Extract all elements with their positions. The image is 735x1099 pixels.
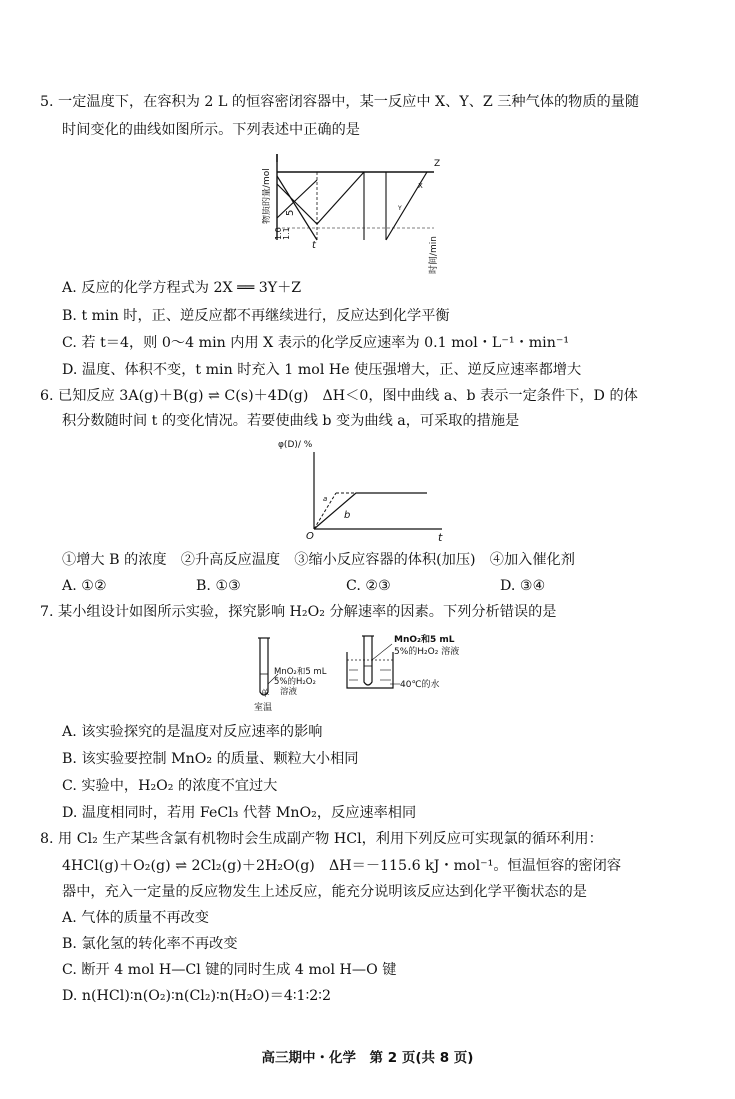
q5-stem-line2: 时间变化的曲线如图所示。下列表述中正确的是 bbox=[62, 122, 360, 138]
q5-stem-line1: 5. 一定温度下，在容积为 2 L 的恒容密闭容器中，某一反应中 X、Y、Z 三种气体的物质的量随 bbox=[40, 94, 640, 110]
q6-curve-b-label: b bbox=[344, 510, 351, 521]
q7-left-caption: 室温 bbox=[254, 703, 273, 713]
q5-option-c: C. 若 t＝4，则 0～4 min 内用 X 表示的化学反应速率为 0.1 mol・L⁻¹・min⁻¹ bbox=[62, 335, 570, 351]
q7-right-text-1: MnO₂和5 mL bbox=[394, 635, 455, 645]
q5-figure bbox=[262, 148, 462, 276]
q7-figure bbox=[250, 630, 490, 716]
q5-t-label: t bbox=[312, 240, 316, 251]
q7-left-text-1: MnO₂和5 mL bbox=[274, 667, 327, 677]
q5-xlabel: 时间/min bbox=[429, 235, 439, 274]
q7-option-c: C. 实验中，H₂O₂ 的浓度不宜过大 bbox=[62, 778, 278, 794]
q8-option-d: D. n(HCl)∶n(O₂)∶n(Cl₂)∶n(H₂O)＝4∶1∶2∶2 bbox=[62, 988, 332, 1004]
q6-option-a: A. ①② bbox=[62, 578, 107, 594]
q6-measures: ①增大 B 的浓度 ②升高反应温度 ③缩小反应容器的体积(加压) ④加入催化剂 bbox=[62, 552, 575, 568]
q6-figure bbox=[276, 437, 451, 543]
q6-origin-label: O bbox=[306, 531, 314, 542]
q8-option-c: C. 断开 4 mol H—Cl 键的同时生成 4 mol H—O 键 bbox=[62, 962, 397, 978]
q6-stem-line1: 6. 已知反应 3A(g)＋B(g) ⇌ C(s)＋4D(g) ΔH＜0，图中曲线 a、b 表示一定条件下，D 的体 bbox=[40, 388, 638, 404]
q8-option-a: A. 气体的质量不再改变 bbox=[62, 910, 209, 926]
q7-left-text-3: 溶液 bbox=[280, 687, 298, 697]
q8-stem-line2: 4HCl(g)＋O₂(g) ⇌ 2Cl₂(g)＋2H₂O(g) ΔH＝－115.6 kJ・mol⁻¹。恒温恒容的密闭容 bbox=[62, 858, 622, 874]
q6-curve-a-label: a bbox=[323, 495, 328, 503]
q6-option-c: C. ②③ bbox=[346, 578, 391, 594]
q6-xlabel: t bbox=[438, 531, 443, 543]
q6-option-b: B. ①③ bbox=[196, 578, 241, 594]
q5-left-label-1: 5 bbox=[285, 209, 296, 216]
q7-option-b: B. 该实验要控制 MnO₂ 的质量、颗粒大小相同 bbox=[62, 751, 359, 767]
q5-option-d: D. 温度、体积不变，t min 时充入 1 mol He 使压强增大，正、逆反应速率都增大 bbox=[62, 362, 582, 378]
q7-right-water: 40℃的水 bbox=[400, 680, 440, 690]
q7-option-a: A. 该实验探究的是温度对反应速率的影响 bbox=[62, 724, 323, 740]
q7-stem: 7. 某小组设计如图所示实验，探究影响 H₂O₂ 分解速率的因素。下列分析错误的是 bbox=[40, 604, 557, 620]
q5-ylabel: 物质的量/mol bbox=[262, 168, 272, 224]
q6-option-d: D. ③④ bbox=[500, 578, 546, 594]
q5-left-label-2: 1.0 bbox=[274, 227, 283, 240]
q8-option-b: B. 氯化氢的转化率不再改变 bbox=[62, 936, 238, 952]
q7-right-text-2: 5%的H₂O₂ 溶液 bbox=[394, 647, 460, 657]
q7-left-mark: 单 bbox=[261, 689, 270, 699]
q5-curve-label-z: Z bbox=[434, 159, 441, 169]
q8-stem-line3: 器中，充入一定量的反应物发生上述反应，能充分说明该反应达到化学平衡状态的是 bbox=[62, 884, 587, 900]
q5-option-b: B. t min 时，正、逆反应都不再继续进行，反应达到化学平衡 bbox=[62, 308, 450, 324]
q7-left-text-2: 5%的H₂O₂ bbox=[274, 677, 316, 687]
q5-option-a: A. 反应的化学方程式为 2X ══ 3Y＋Z bbox=[62, 280, 302, 296]
q5-curve-label-x: X bbox=[418, 182, 423, 190]
q6-stem-line2: 积分数随时间 t 的变化情况。若要使曲线 b 变为曲线 a，可采取的措施是 bbox=[62, 413, 520, 429]
q7-option-d: D. 温度相同时，若用 FeCl₃ 代替 MnO₂，反应速率相同 bbox=[62, 805, 417, 821]
q6-ylabel: φ(D)/ % bbox=[278, 440, 313, 450]
page-footer: 高三期中・化学 第 2 页(共 8 页) bbox=[261, 1050, 474, 1066]
q8-stem-line1: 8. 用 Cl₂ 生产某些含氯有机物时会生成副产物 HCl，利用下列反应可实现氯的循环利用： bbox=[40, 831, 603, 847]
q5-curve-label-y: Y bbox=[398, 205, 402, 212]
q5-left-label-3: 1.1 bbox=[282, 227, 291, 240]
